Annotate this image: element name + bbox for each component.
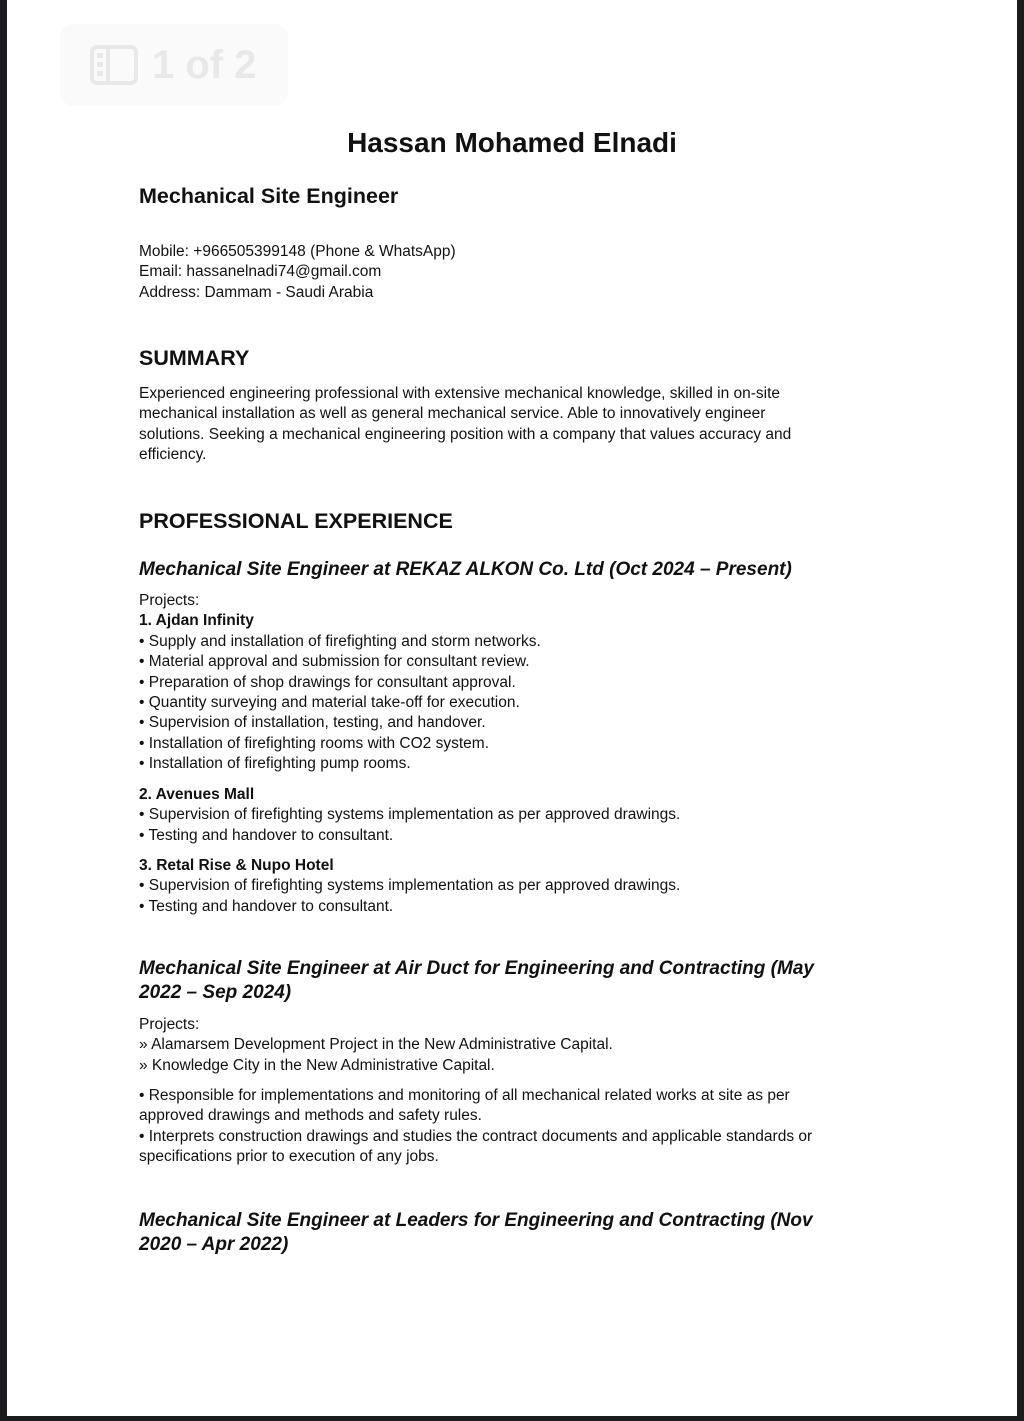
projects-label: Projects: xyxy=(139,592,200,609)
list-item: • Supervision of firefighting systems implementation as per approved drawings. xyxy=(139,877,681,895)
project-name: 3. Retal Rise & Nupo Hotel xyxy=(139,857,334,874)
project-name: 2. Avenues Mall xyxy=(139,786,255,803)
list-item: » Alamarsem Development Project in the New Administrative Capital. xyxy=(139,1036,613,1054)
list-item: • Material approval and submission for consultant review. xyxy=(139,653,530,671)
page-count: 1 of 2 xyxy=(152,42,257,87)
list-item: • Supervision of firefighting systems implementation as per approved drawings. xyxy=(139,806,681,824)
job-title xyxy=(139,1209,813,1257)
job-title-line: 2022 – Sep 2024) xyxy=(139,982,292,1003)
document-page xyxy=(7,0,1017,1416)
summary-heading: SUMMARY xyxy=(139,346,250,370)
duty-line: • Interprets construction drawings and studies the contract documents and applicable standards or xyxy=(139,1127,813,1145)
summary-line: Experienced engineering professional with extensive mechanical knowledge, skilled in on-site xyxy=(139,385,781,402)
projects-label: Projects: xyxy=(139,1016,200,1033)
job-title xyxy=(139,957,814,1005)
list-item: » Knowledge City in the New Administrative Capital. xyxy=(139,1056,495,1074)
job-title: Mechanical Site Engineer at REKAZ ALKON Co. Ltd (Oct 2024 – Present) xyxy=(139,559,792,580)
summary-line: solutions. Seeking a mechanical engineering position with a company that values accuracy and xyxy=(139,425,792,443)
list-item: • Preparation of shop drawings for consultant approval. xyxy=(139,673,516,691)
job-projects xyxy=(139,1015,613,1076)
job-title-line: 2020 – Apr 2022) xyxy=(139,1234,289,1255)
list-item: • Installation of firefighting pump rooms. xyxy=(139,755,411,773)
duty-line: approved drawings and methods and safety rules. xyxy=(139,1107,482,1125)
resume-title: Mechanical Site Engineer xyxy=(139,184,399,208)
list-item: • Quantity surveying and material take-off for execution. xyxy=(139,694,520,712)
summary-line: mechanical installation as well as general mechanical service. Able to innovatively engineer xyxy=(139,405,766,423)
job-title-line: Mechanical Site Engineer at Leaders for Engineering and Contracting (Nov xyxy=(139,1210,813,1231)
contact-address: Address: Dammam - Saudi Arabia xyxy=(139,283,374,301)
contact-block xyxy=(139,242,456,303)
summary-line: efficiency. xyxy=(139,446,207,464)
project-block xyxy=(139,856,680,917)
job-projects xyxy=(139,591,541,775)
job-title-line: Mechanical Site Engineer at Air Duct for Engineering and Contracting (May xyxy=(139,958,814,979)
resume-name: Hassan Mohamed Elnadi xyxy=(347,127,677,158)
summary-text xyxy=(139,384,791,466)
list-item: • Supply and installation of firefighting and storm networks. xyxy=(139,632,541,650)
list-item: • Supervision of installation, testing, and handover. xyxy=(139,714,486,732)
list-item: • Installation of firefighting rooms with CO2 system. xyxy=(139,734,490,752)
contact-email: Email: hassanelnadi74@gmail.com xyxy=(139,263,382,281)
duty-line: specifications prior to execution of any jobs. xyxy=(139,1148,439,1166)
list-item: • Testing and handover to consultant. xyxy=(139,897,394,915)
project-name: 1. Ajdan Infinity xyxy=(139,612,254,630)
sidebar-thumbnails-icon xyxy=(90,45,138,85)
page-indicator[interactable] xyxy=(60,24,288,106)
duty-line: • Responsible for implementations and monitoring of all mechanical related works at site as per xyxy=(139,1087,790,1104)
contact-mobile: Mobile: +966505399148 (Phone & WhatsApp) xyxy=(139,243,456,260)
experience-heading: PROFESSIONAL EXPERIENCE xyxy=(139,509,453,533)
project-block xyxy=(139,785,680,846)
job-duties xyxy=(139,1086,812,1168)
list-item: • Testing and handover to consultant. xyxy=(139,826,394,844)
